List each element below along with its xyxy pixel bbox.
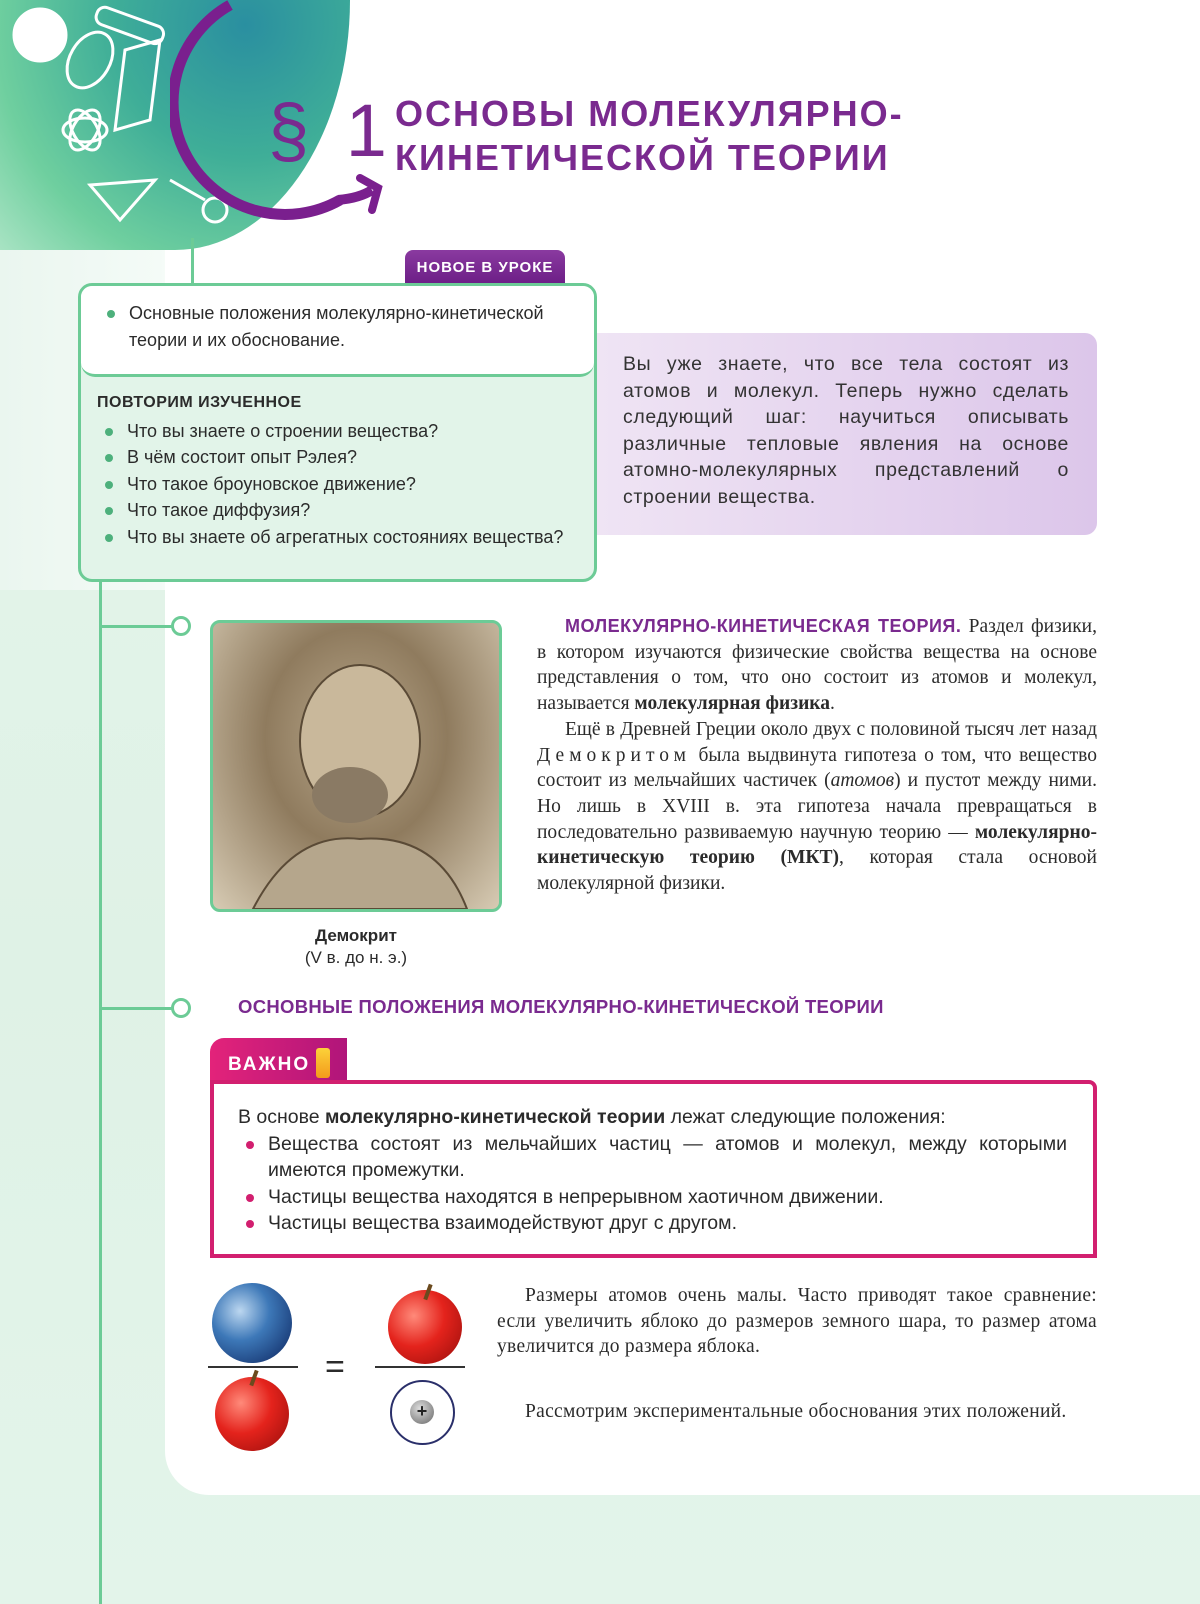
- list-item: Вещества состоят из мельчайших частиц — атомов и молекул, между которыми имеются промежутки.: [238, 1131, 1067, 1184]
- equals-sign: =: [325, 1348, 345, 1386]
- apple-image: [215, 1377, 289, 1451]
- term: молекулярная физика: [634, 693, 830, 715]
- connector-line: [191, 238, 194, 286]
- new-in-lesson-panel: [81, 286, 594, 377]
- section-heading: ОСНОВНЫЕ ПОЛОЖЕНИЯ МОЛЕКУЛЯРНО-КИНЕТИЧЕСКОЙ ТЕОРИИ: [238, 996, 884, 1017]
- fraction-line: [208, 1366, 298, 1368]
- list-item: Основные положения молекулярно-кинетической теории и их обоснование.: [105, 300, 576, 354]
- list-item: В чём состоит опыт Рэлея?: [97, 444, 576, 471]
- connector-dot: [171, 998, 191, 1018]
- term: молекулярно-кинетической теории: [325, 1106, 666, 1128]
- caption-name: Демокрит: [315, 926, 397, 945]
- term: молекулярно-кинетическую теорию (МКТ): [537, 821, 1097, 869]
- list-item: Частицы вещества взаимодействуют друг с другом.: [238, 1210, 1067, 1237]
- connector-line: [99, 580, 102, 1604]
- text: , которая стала основой молекулярной физики.: [537, 847, 1097, 895]
- name-spaced: Демокритом: [537, 744, 691, 766]
- text: ) и пустот между ними. Но лишь в XVIII в. эта гипотеза начала превращаться в последовательно развиваемую научную теорию —: [537, 770, 1097, 843]
- paragraph: Размеры атомов очень малы. Часто приводят такое сравнение: если увеличить яблоко до размеров земного шара, то размер атома увеличится до размера яблока.: [497, 1285, 1097, 1358]
- review-heading: ПОВТОРИМ ИЗУЧЕННОЕ: [97, 394, 302, 411]
- paragraph-number: § 1: [268, 89, 395, 172]
- term: атомов: [830, 770, 895, 792]
- page-title: [395, 92, 904, 180]
- caption-dates: (V в. до н. э.): [304, 948, 408, 967]
- mkt-text: МОЛЕКУЛЯРНО-КИНЕТИЧЕСКАЯ ТЕОРИЯ. Раздел физики, в котором изучаются физические свойства вещества на основе представления о том, что оно состоит из атомов и молекул, называется молекулярная физика. Ещё в Древней Греции около двух с половиной тысяч лет назад Демокритом была выдвинута гипотеза о том, что вещество состоит из мельчайших частичек (атомов) и пустот между ними. Но лишь в XVIII в. эта гипотеза начала превращаться в последовательно развиваемую научную теорию — молекулярно-кинетическую теорию (МКТ), которая стала основой молекулярной физики.: [537, 616, 1097, 895]
- list-item: Что вы знаете о строении вещества?: [97, 418, 576, 445]
- list-item: Что такое диффузия?: [97, 497, 576, 524]
- review-panel: [81, 377, 594, 550]
- text: лежат следующие положения:: [665, 1106, 946, 1128]
- exclamation-icon: [316, 1048, 330, 1078]
- earth-image: [212, 1283, 292, 1363]
- portrait-image: [213, 623, 499, 909]
- democritus-portrait: [210, 620, 502, 912]
- text: Ещё в Древней Греции около двух с половиной тысяч лет назад: [565, 718, 1097, 740]
- title-line: ОСНОВЫ МОЛЕКУЛЯРНО-: [395, 93, 904, 134]
- connector-line: [100, 625, 172, 628]
- portrait-caption: [250, 925, 462, 969]
- list-item: Что вы знаете об агрегатных состояниях вещества?: [97, 524, 576, 551]
- mkt-heading: МОЛЕКУЛЯРНО-КИНЕТИЧЕСКАЯ ТЕОРИЯ.: [565, 616, 962, 636]
- paragraph: Рассмотрим экспериментальные обоснования этих положений.: [525, 1401, 1067, 1423]
- important-tab: [210, 1038, 347, 1082]
- important-lead: [238, 1104, 1067, 1131]
- title-line: КИНЕТИЧЕСКОЙ ТЕОРИИ: [395, 137, 890, 178]
- intro-box: Вы уже знаете, что все тела состоят из атомов и молекул. Теперь нужно сделать следующий шаг: научиться описывать различные тепловые явления на основе атомно-молекулярных представлений о строении вещества.: [597, 333, 1097, 535]
- lesson-summary-box: [78, 283, 597, 582]
- new-in-lesson-tab: НОВОЕ В УРОКЕ: [405, 250, 565, 283]
- fraction-line: [375, 1366, 465, 1368]
- list-item: Частицы вещества находятся в непрерывном хаотичном движении.: [238, 1184, 1067, 1211]
- important-box: [210, 1080, 1097, 1258]
- connector-line: [100, 1007, 172, 1010]
- list-item: Что такое броуновское движение?: [97, 471, 576, 498]
- size-comparison-text: [497, 1283, 1097, 1425]
- important-label: ВАЖНО: [228, 1054, 311, 1075]
- text: была выдвинута гипотеза о том, что вещество состоит из мельчайших частичек (: [537, 744, 1097, 792]
- connector-dot: [171, 616, 191, 636]
- text: Раздел физики, в котором изучаются физические свойства вещества на основе представления о том, что оно состоит из атомов и молекул, называется: [537, 616, 1097, 715]
- apple-image: [388, 1290, 462, 1364]
- arrow-shaft: [338, 190, 372, 200]
- text: В основе: [238, 1106, 326, 1128]
- nucleus-icon: +: [410, 1400, 434, 1424]
